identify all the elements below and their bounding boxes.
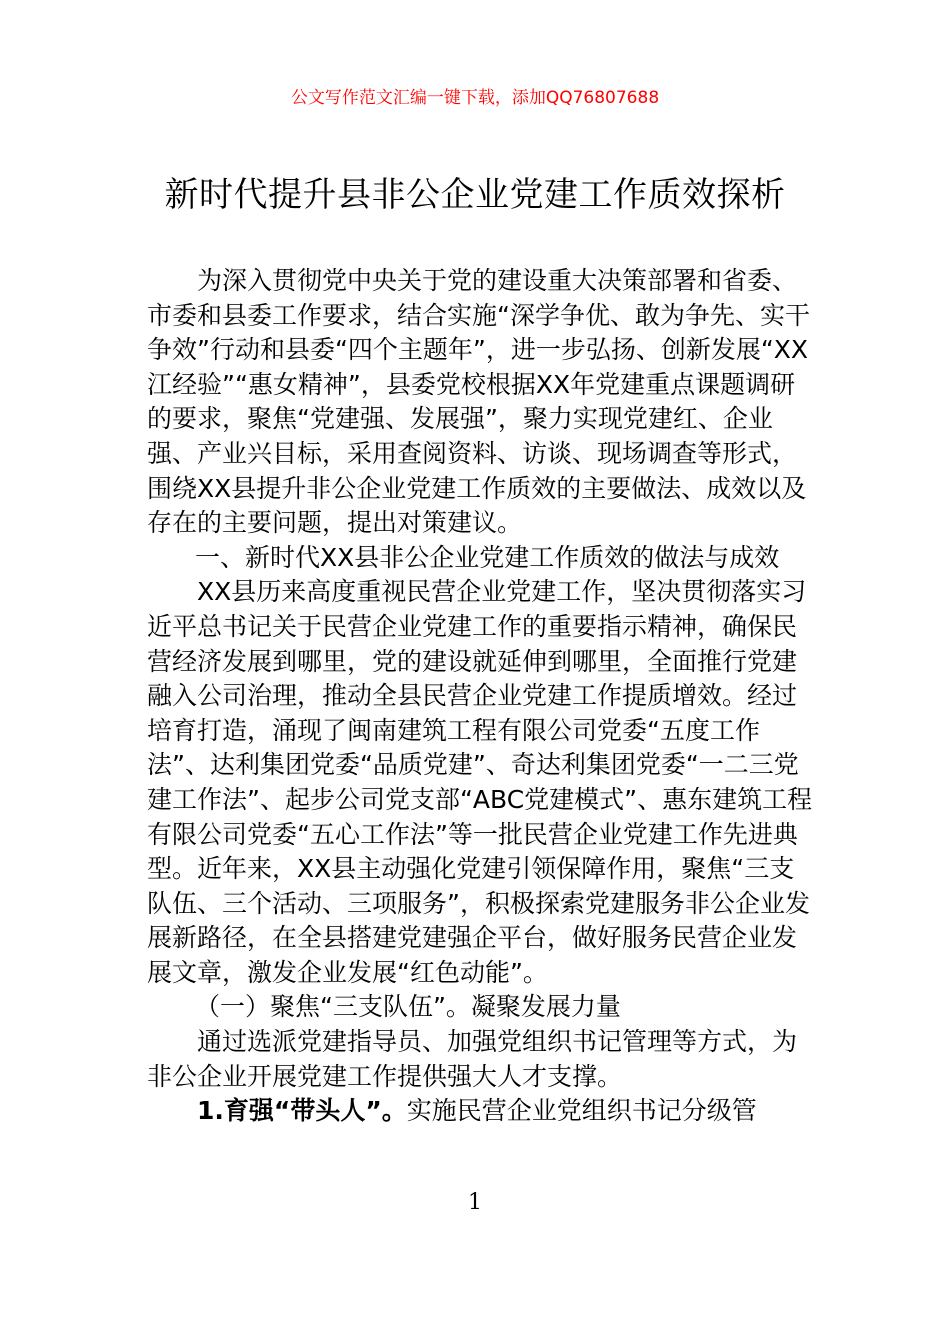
- page-title: 新时代提升县非公企业党建工作质效探析: [164, 175, 786, 215]
- promo-banner[interactable]: 公文写作范文汇编一键下载，添加QQ76807688: [290, 88, 660, 108]
- intro-paragraph: 为深入贯彻党中央关于党的建设重大决策部署和省委、市委和县委工作要求，结合实施“深学争优、敢为争先、实干争效”行动和县委“四个主题年”，进一步弘扬、创新发展“XX江经验”“惠女精神”，县委党校根据XX年党建重点课题调研的要求，聚焦“党建强、发展强”，聚力实现党建红、企业强、产业兴目标，采用查阅资料、访谈、现场调查等形式，围绕XX县提升非公企业党建工作质效的主要做法、成效以及存在的主要问题，提出对策建议。: [147, 266, 810, 538]
- document-body: [147, 264, 817, 1129]
- item-text: 实施民营企业党组织书记分级管: [406, 1096, 757, 1126]
- subsection-paragraph: 通过选派党建指导员、加强党组织书记管理等方式，为非公企业开展党建工作提供强大人才支撑。: [147, 1027, 798, 1091]
- subsection-heading-1: （一）聚焦“三支队伍”。凝聚发展力量: [195, 992, 621, 1022]
- section-heading-1: 一、新时代XX县非公企业党建工作质效的做法与成效: [195, 542, 780, 572]
- item-lead: 1.育强“带头人”。: [197, 1096, 407, 1126]
- section-paragraph: XX县历来高度重视民营企业党建工作，坚决贯彻落实习近平总书记关于民营企业党建工作的重要指示精神，确保民营经济发展到哪里，党的建设就延伸到哪里，全面推行党建融入公司治理，推动全县民营企业党建工作提质增效。经过培育打造，涌现了闽南建筑工程有限公司党委“五度工作法”、达利集团党委“品质党建”、奇达利集团党委“一二三党建工作法”、起步公司党支部“ABC党建模式”、惠东建筑工程有限公司党委“五心工作法”等一批民营企业党建工作先进典型。近年来，XX县主动强化党建引领保障作用，聚焦“三支队伍、三个活动、三项服务”，积极探索党建服务非公企业发展新路径，在全县搭建党建强企平台，做好服务民营企业发展文章，激发企业发展“红色动能”。: [147, 577, 813, 987]
- item-paragraph: [147, 1094, 817, 1129]
- page-number: 1: [468, 1190, 482, 1215]
